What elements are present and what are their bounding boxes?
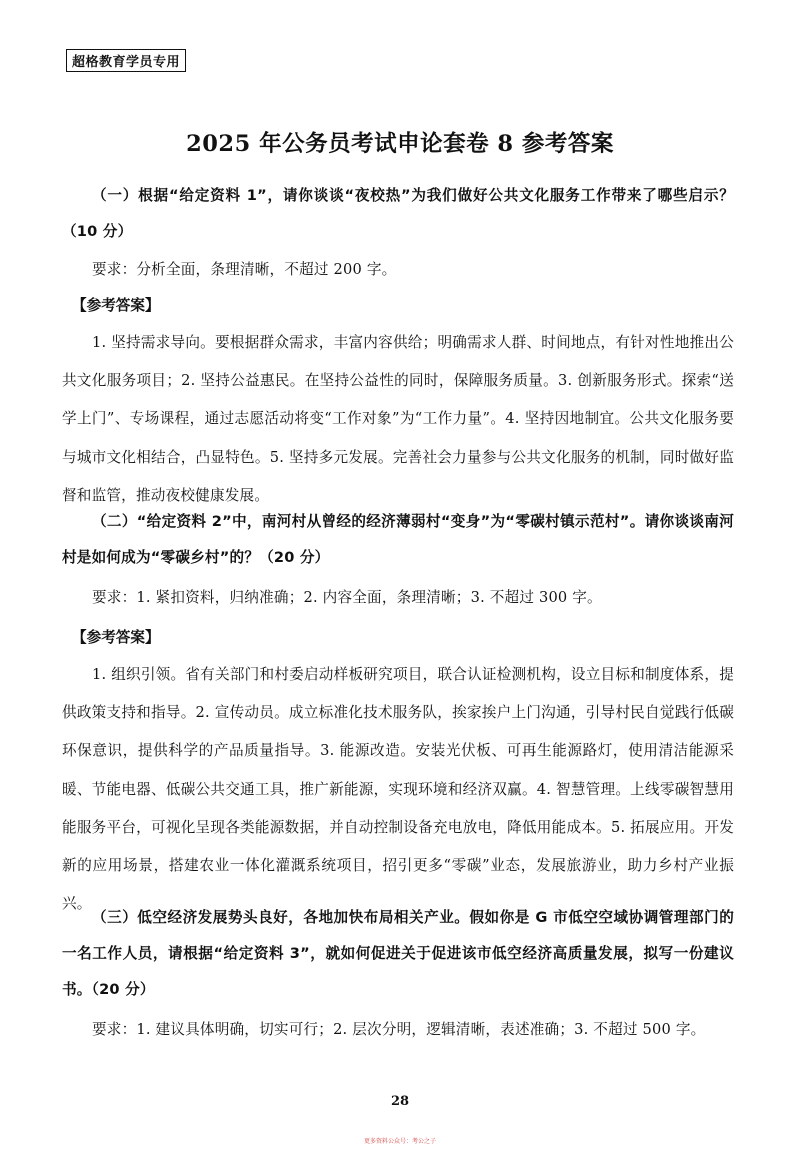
question-1-prompt: （一）根据“给定资料 1”，请你谈谈“夜校热”为我们做好公共文化服务工作带来了哪些启示？（10 分） (62, 187, 734, 240)
question-1-answer-heading: 【参考答案】 (72, 297, 160, 314)
question-2-requirement: 要求：1. 紧扣资料，归纳准确；2. 内容全面，条理清晰；3. 不超过 300 字。 (92, 589, 602, 606)
question-3 (62, 900, 734, 1048)
page-title: 2025 年公务员考试申论套卷 8 参考答案 (186, 131, 614, 157)
footer-note: 更多资料公众号：考公之子 (363, 1138, 436, 1145)
usage-stamp: 超格教育学员专用 (66, 49, 186, 72)
page-number: 28 (390, 1094, 410, 1109)
question-1-requirement: 要求：分析全面，条理清晰，不超过 200 字。 (92, 261, 397, 278)
question-2-answer-heading: 【参考答案】 (72, 629, 160, 646)
question-2-prompt: （二）“给定资料 2”中，南河村从曾经的经济薄弱村“变身”为“零碳村镇示范村”。请你谈谈南河村是如何成为“零碳乡村”的？（20 分） (62, 513, 734, 566)
question-2 (62, 504, 734, 923)
question-3-requirement: 要求：1. 建议具体明确，切实可行；2. 层次分明，逻辑清晰，表述准确；3. 不超过 500 字。 (92, 1021, 706, 1038)
question-1 (62, 178, 734, 515)
question-3-prompt: （三）低空经济发展势头良好，各地加快布局相关产业。假如你是 G 市低空空域协调管理部门的一名工作人员，请根据“给定资料 3”，就如何促进关于促进该市低空经济高质量发展，拟写一份建议书。（20 分） (62, 909, 734, 998)
question-2-answer: 1. 组织引领。省有关部门和村委启动样板研究项目，联合认证检测机构，设立目标和制度体系，提供政策支持和指导。2. 宣传动员。成立标准化技术服务队，挨家挨户上门沟通，引导村民自觉践行低碳环保意识，提供科学的产品质量指导。3. 能源改造。安装光伏板、可再生能源路灯，使用清洁能源采暖、节能电器、低碳公共交通工具，推广新能源，实现环境和经济双赢。4. 智慧管理。上线零碳智慧用能服务平台，可视化呈现各类能源数据，并自动控制设备充电放电，降低用能成本。5. 拓展应用。开发新的应用场景，搭建农业一体化灌溉系统项目，招引更多“零碳”业态，发展旅游业，助力乡村产业振兴。 (62, 666, 734, 913)
question-1-answer: 1. 坚持需求导向。要根据群众需求，丰富内容供给；明确需求人群、时间地点，有针对性地推出公共文化服务项目；2. 坚持公益惠民。在坚持公益性的同时，保障服务质量。3. 创新服务形式。探索“送学上门”、专场课程，通过志愿活动将变“工作对象”为“工作力量”。4. 坚持因地制宜。公共文化服务要与城市文化相结合，凸显特色。5. 坚持多元发展。完善社会力量参与公共文化服务的机制，同时做好监督和监管，推动夜校健康发展。 (62, 334, 734, 504)
